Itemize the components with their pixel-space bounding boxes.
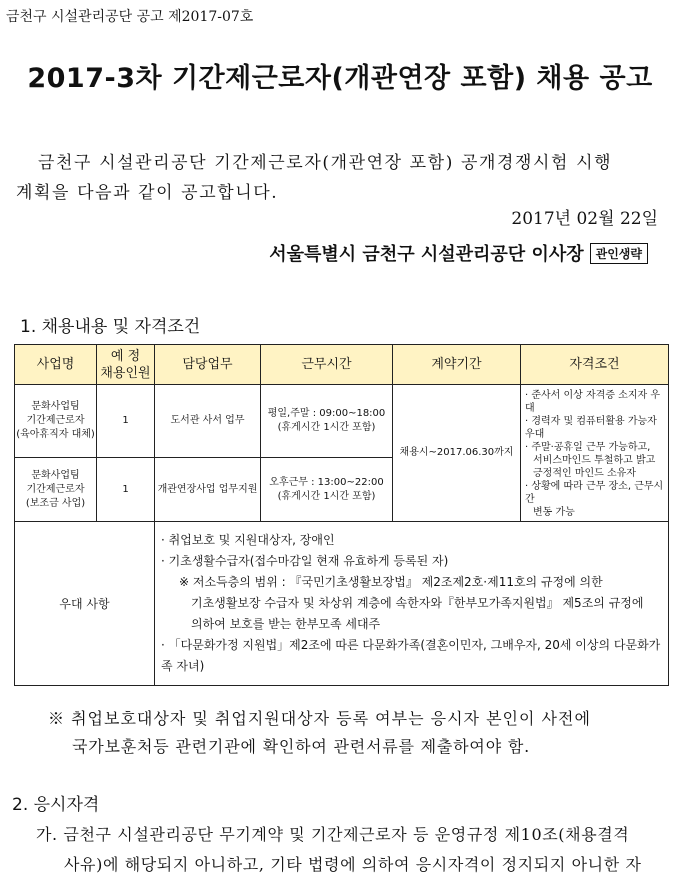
cell-count: 1 bbox=[97, 385, 155, 458]
header-count-line-2: 채용인원 bbox=[100, 365, 151, 381]
qual-line: 변동 가능 bbox=[533, 507, 575, 518]
preference-row bbox=[15, 522, 669, 686]
dept-line: (육아휴직자 대체) bbox=[16, 429, 95, 440]
notice-number: 금천구 시설관리공단 공고 제2017-07호 bbox=[6, 9, 254, 25]
header-count-line-1: 예 정 bbox=[110, 348, 141, 364]
dept-line: (보조금 사업) bbox=[25, 497, 86, 509]
hours-line: (휴게시간 1시간 포함) bbox=[277, 490, 376, 502]
dept-line: 문화사업팀 bbox=[31, 401, 80, 412]
hours-line: (휴게시간 1시간 포함) bbox=[277, 422, 376, 433]
section-1-title: 1. 채용내용 및 자격조건 bbox=[20, 317, 201, 337]
eligibility-line-1: 가. 금천구 시설관리공단 무기계약 및 기간제근로자 등 운영규정 제10조(채용결격 bbox=[36, 825, 630, 844]
qual-line: 긍정적인 마인드 소유자 bbox=[533, 468, 636, 479]
recruitment-table bbox=[14, 344, 669, 686]
official-stamp: 관인생략 bbox=[590, 243, 648, 264]
dept-line: 기간제근로자 bbox=[26, 483, 85, 495]
header-period: 계약기간 bbox=[393, 345, 521, 385]
qual-line: · 주말·공휴일 근무 가능하고, bbox=[525, 442, 651, 453]
preference-line: ※ 저소득층의 범위 : 『국민기초생활보장법』 제2조제2호·제11호의 규정에 의한 bbox=[179, 575, 603, 589]
note-line-2: 국가보훈처등 관련기관에 확인하여 관련서류를 제출하여야 함. bbox=[72, 737, 530, 756]
cell-hours bbox=[261, 385, 393, 458]
header-count bbox=[97, 345, 155, 385]
preference-label: 우대 사항 bbox=[15, 522, 155, 686]
signature-line bbox=[269, 240, 648, 266]
preference-body bbox=[155, 522, 669, 686]
page-title: 2017-3차 기간제근로자(개관연장 포함) 채용 공고 bbox=[27, 63, 653, 94]
cell-dept bbox=[15, 385, 97, 458]
preference-line: 기초생활보장 수급자 및 차상위 계층에 속한자와『한부모가족지원법』 제5조의 규정에 bbox=[191, 596, 644, 610]
dept-line: 문화사업팀 bbox=[31, 469, 80, 481]
note-line-1: ※ 취업보호대상자 및 취업지원대상자 등록 여부는 응시자 본인이 사전에 bbox=[48, 709, 591, 728]
cell-quals bbox=[521, 385, 669, 522]
qual-line: · 상황에 따라 근무 장소, 근무시간 bbox=[525, 481, 664, 505]
header-quals: 자격조건 bbox=[521, 345, 669, 385]
qual-line: · 준사서 이상 자격증 소지자 우대 bbox=[525, 390, 660, 414]
cell-duty: 도서관 사서 업무 bbox=[155, 385, 261, 458]
preference-line: · 「다문화가정 지원법」제2조에 따른 다문화가족(결혼이민자, 그배우자, 20세 이상의 다문화가족 자녀) bbox=[161, 638, 661, 673]
hours-line: 평일,주말 : 09:00~18:00 bbox=[267, 408, 386, 419]
header-hours: 근무시간 bbox=[261, 345, 393, 385]
intro-line-1: 금천구 시설관리공단 기간제근로자(개관연장 포함) 공개경쟁시험 시행 bbox=[38, 153, 613, 173]
qual-line: · 경력자 및 컴퓨터활용 가능자 우대 bbox=[525, 416, 657, 440]
table-row bbox=[15, 385, 669, 458]
dept-line: 기간제근로자 bbox=[26, 415, 85, 426]
eligibility-line-2: 사유)에 해당되지 아니하고, 기타 법령에 의하여 응시자격이 정지되지 아니한 자 bbox=[64, 855, 642, 874]
qual-line: 서비스마인드 투철하고 밝고 bbox=[533, 455, 656, 466]
section-2-title: 2. 응시자격 bbox=[12, 795, 100, 815]
cell-count: 1 bbox=[97, 458, 155, 522]
preference-line: · 기초생활수급자(접수마감일 현재 유효하게 등록된 자) bbox=[161, 554, 449, 568]
cell-duty: 개관연장사업 업무지원 bbox=[155, 458, 261, 522]
header-duty: 담당업무 bbox=[155, 345, 261, 385]
notice-date: 2017년 02월 22일 bbox=[511, 209, 658, 229]
header-dept: 사업명 bbox=[15, 345, 97, 385]
hours-line: 오후근무 : 13:00~22:00 bbox=[269, 476, 384, 488]
intro-line-2: 계획을 다음과 같이 공고합니다. bbox=[16, 183, 279, 203]
preference-line: · 취업보호 및 지원대상자, 장애인 bbox=[161, 533, 335, 547]
preference-line: 의하여 보호를 받는 한부모족 세대주 bbox=[191, 617, 381, 631]
cell-dept bbox=[15, 458, 97, 522]
table-header-row bbox=[15, 345, 669, 385]
signatory: 서울특별시 금천구 시설관리공단 이사장 bbox=[269, 244, 584, 265]
cell-hours bbox=[261, 458, 393, 522]
cell-period: 채용시~2017.06.30까지 bbox=[393, 385, 521, 522]
